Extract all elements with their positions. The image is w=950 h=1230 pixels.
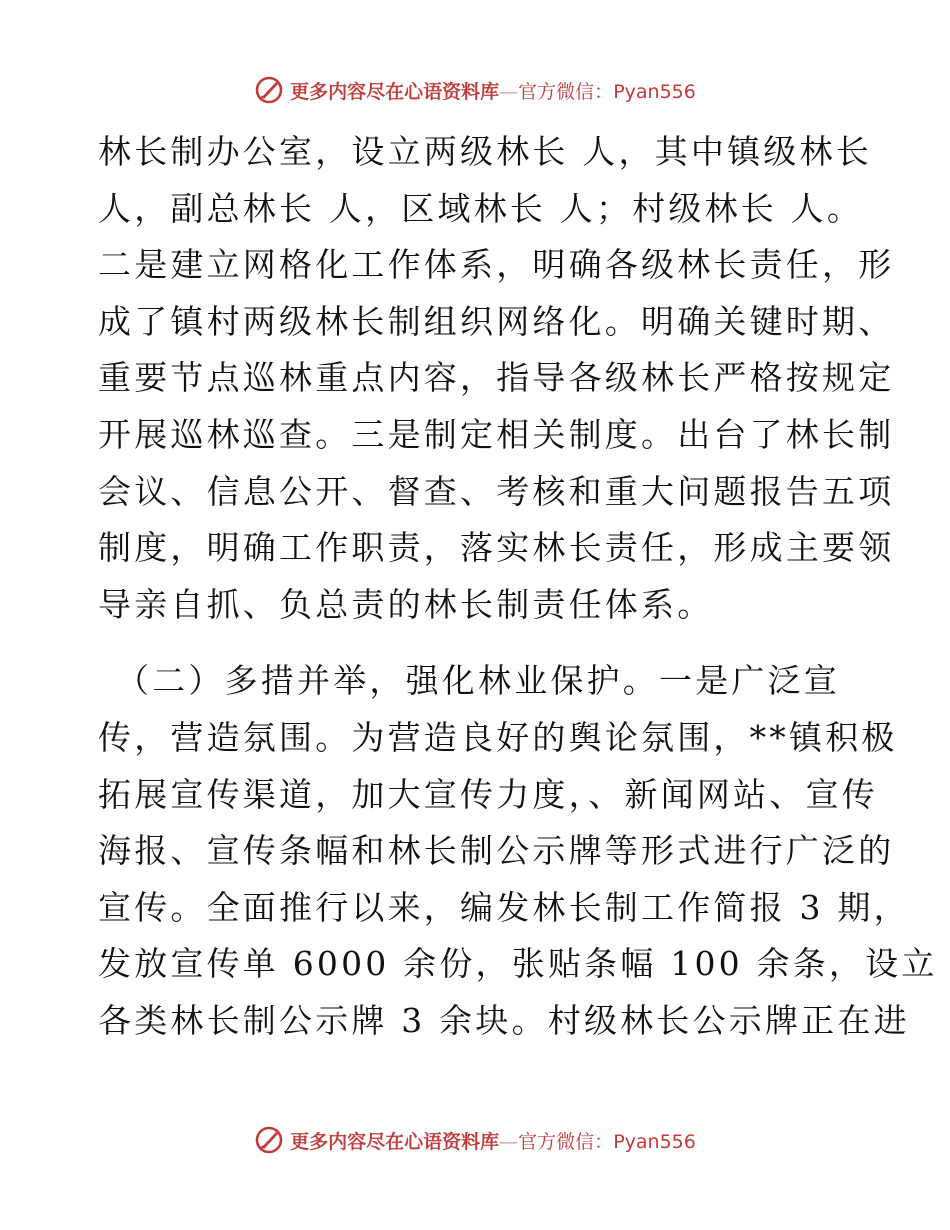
text-line: 二是建立网格化工作体系，明确各级林长责任，形: [98, 245, 895, 285]
banner-dash: —: [499, 1130, 519, 1153]
text-line: 各类林长制公示牌 3 余块。村级林长公示牌正在进: [98, 1000, 910, 1040]
text-line: 海报、宣传条幅和林长制公示牌等形式进行广泛的: [98, 831, 895, 871]
footer-banner: [0, 1120, 950, 1160]
paragraph-gap: [98, 633, 858, 653]
document-body: [98, 124, 938, 1050]
header-banner: [0, 70, 950, 110]
banner-text: [290, 77, 696, 104]
banner-dash: —: [499, 80, 519, 103]
text-line: 宣传。全面推行以来，编发林长制工作简报 3 期，: [98, 887, 910, 927]
banner-wechat-id: Pyan556: [613, 1130, 696, 1153]
text-line: 会议、信息公开、督查、考核和重大问题报告五项: [98, 471, 895, 511]
banner-wechat-label: 官方微信：: [518, 80, 614, 103]
paragraph-2: [98, 653, 938, 1049]
text-line: 制度，明确工作职责，落实林长责任，形成主要领: [98, 528, 895, 568]
text-line: 林长制办公室，设立两级林长 人，其中镇级林长: [98, 132, 872, 171]
section-heading-line: （二）多措并举，强化林业保护。一是广泛宣: [116, 661, 840, 701]
banner-wechat-label: 官方微信：: [518, 1130, 614, 1153]
text-line: 发放宣传单 6000 余份，张贴条幅 100 余条，设立: [98, 944, 938, 984]
banner-title: 更多内容尽在心语资料库: [290, 80, 500, 103]
banner-title: 更多内容尽在心语资料库: [290, 1130, 500, 1153]
text-line: 导亲自抓、负总责的林长制责任体系。: [98, 584, 714, 624]
quill-pen-logo-icon: [254, 75, 284, 105]
text-line: 重要节点巡林重点内容，指导各级林长严格按规定: [98, 358, 895, 398]
text-line: 传，营造氛围。为营造良好的舆论氛围，**镇积极: [98, 717, 898, 757]
text-line: 成了镇村两级林长制组织网络化。明确关键时期、: [98, 301, 895, 341]
banner-wechat-id: Pyan556: [613, 80, 696, 103]
quill-pen-logo-icon: [254, 1125, 284, 1155]
paragraph-1: [98, 124, 895, 633]
text-line: 拓展宣传渠道，加大宣传力度，、新闻网站、宣传: [98, 774, 878, 814]
text-line: 开展巡林巡查。三是制定相关制度。出台了林长制: [98, 414, 895, 454]
banner-text: [290, 1127, 696, 1154]
text-line: 人，副总林长 人，区域林长 人；村级林长 人。: [98, 188, 864, 228]
